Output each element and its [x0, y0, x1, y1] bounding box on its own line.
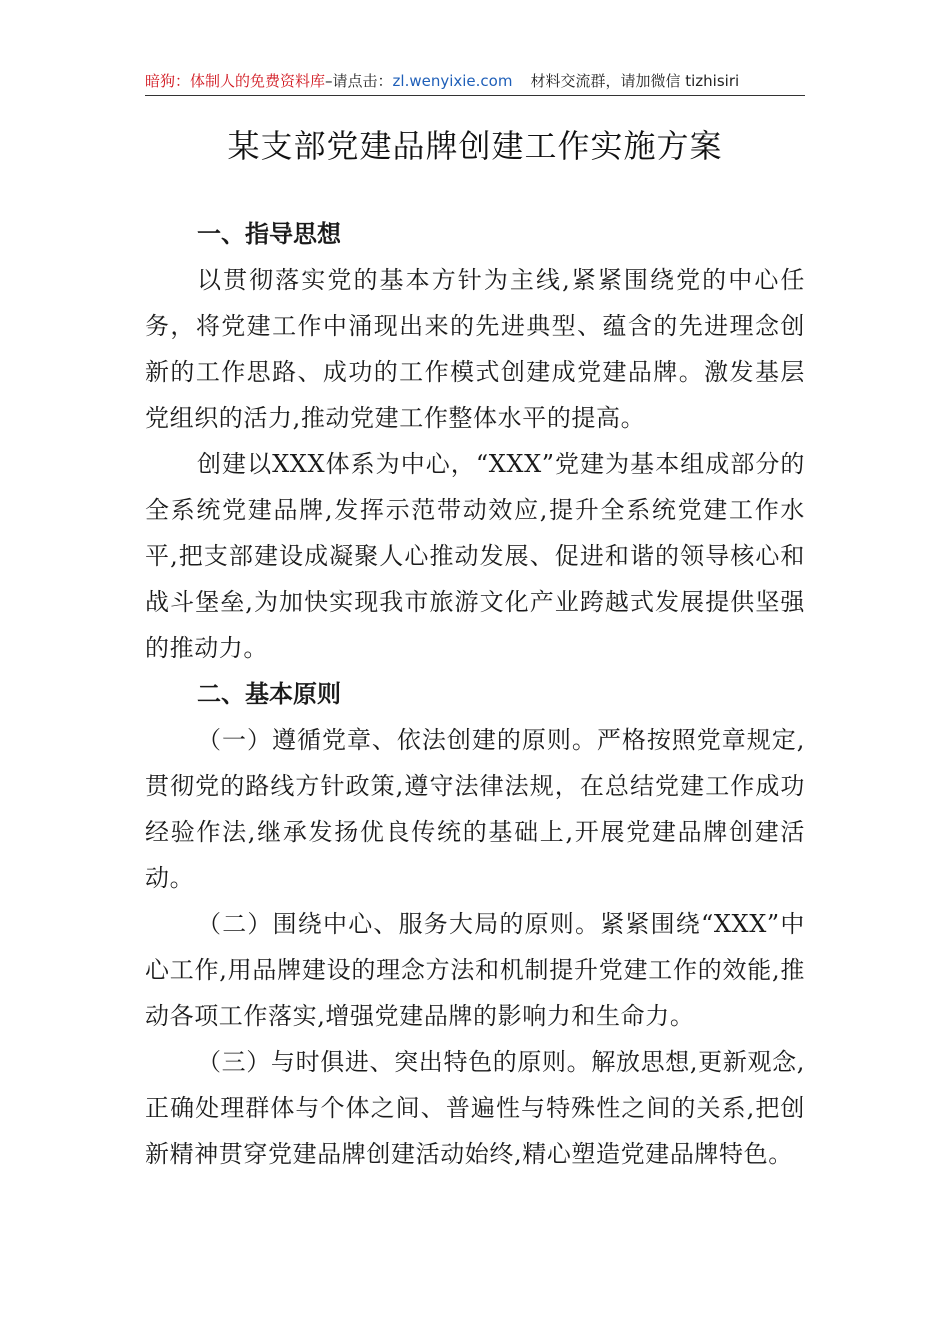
- paragraph: 以贯彻落实党的基本方针为主线,紧紧围绕党的中心任务，将党建工作中涌现出来的先进典型、蕴含的先进理念创新的工作思路、成功的工作模式创建成党建品牌。激发基层党组织的活力,推动党建工作整体水平的提高。: [145, 266, 805, 432]
- section-basic-principles: [145, 671, 805, 1177]
- paragraph: 创建以XXX体系为中心，“XXX”党建为基本组成部分的全系统党建品牌,发挥示范带动效应,提升全系统党建工作水平,把支部建设成凝聚人心推动发展、促进和谐的领导核心和战斗堡垒,为加快实现我市旅游文化产业跨越式发展提供坚强的推动力。: [145, 450, 805, 662]
- header-wechat-note: 材料交流群，请加微信 tizhisiri: [530, 72, 740, 90]
- section-guiding-ideology: [145, 211, 805, 671]
- page-header: [145, 68, 805, 94]
- header-click-prompt: –请点击：: [325, 72, 393, 90]
- header-url-link[interactable]: zl.wenyixie.com: [392, 72, 513, 90]
- paragraph: （三）与时俱进、突出特色的原则。解放思想,更新观念,正确处理群体与个体之间、普遍性与特殊性之间的关系,把创新精神贯穿党建品牌创建活动始终,精心塑造党建品牌特色。: [145, 1048, 805, 1168]
- section-heading: 一、指导思想: [197, 220, 341, 248]
- header-divider: [145, 95, 805, 96]
- document-body: [145, 211, 805, 1177]
- document-title: 某支部党建品牌创建工作实施方案: [227, 127, 723, 165]
- paragraph: （一）遵循党章、依法创建的原则。严格按照党章规定,贯彻党的路线方针政策,遵守法律法规，在总结党建工作成功经验作法,继承发扬优良传统的基础上,开展党建品牌创建活动。: [145, 726, 805, 892]
- paragraph: （二）围绕中心、服务大局的原则。紧紧围绕“XXX”中心工作,用品牌建设的理念方法和机制提升党建工作的效能,推动各项工作落实,增强党建品牌的影响力和生命力。: [145, 910, 805, 1030]
- header-brand: 暗狗：体制人的免费资料库: [145, 72, 326, 90]
- section-heading: 二、基本原则: [197, 680, 341, 708]
